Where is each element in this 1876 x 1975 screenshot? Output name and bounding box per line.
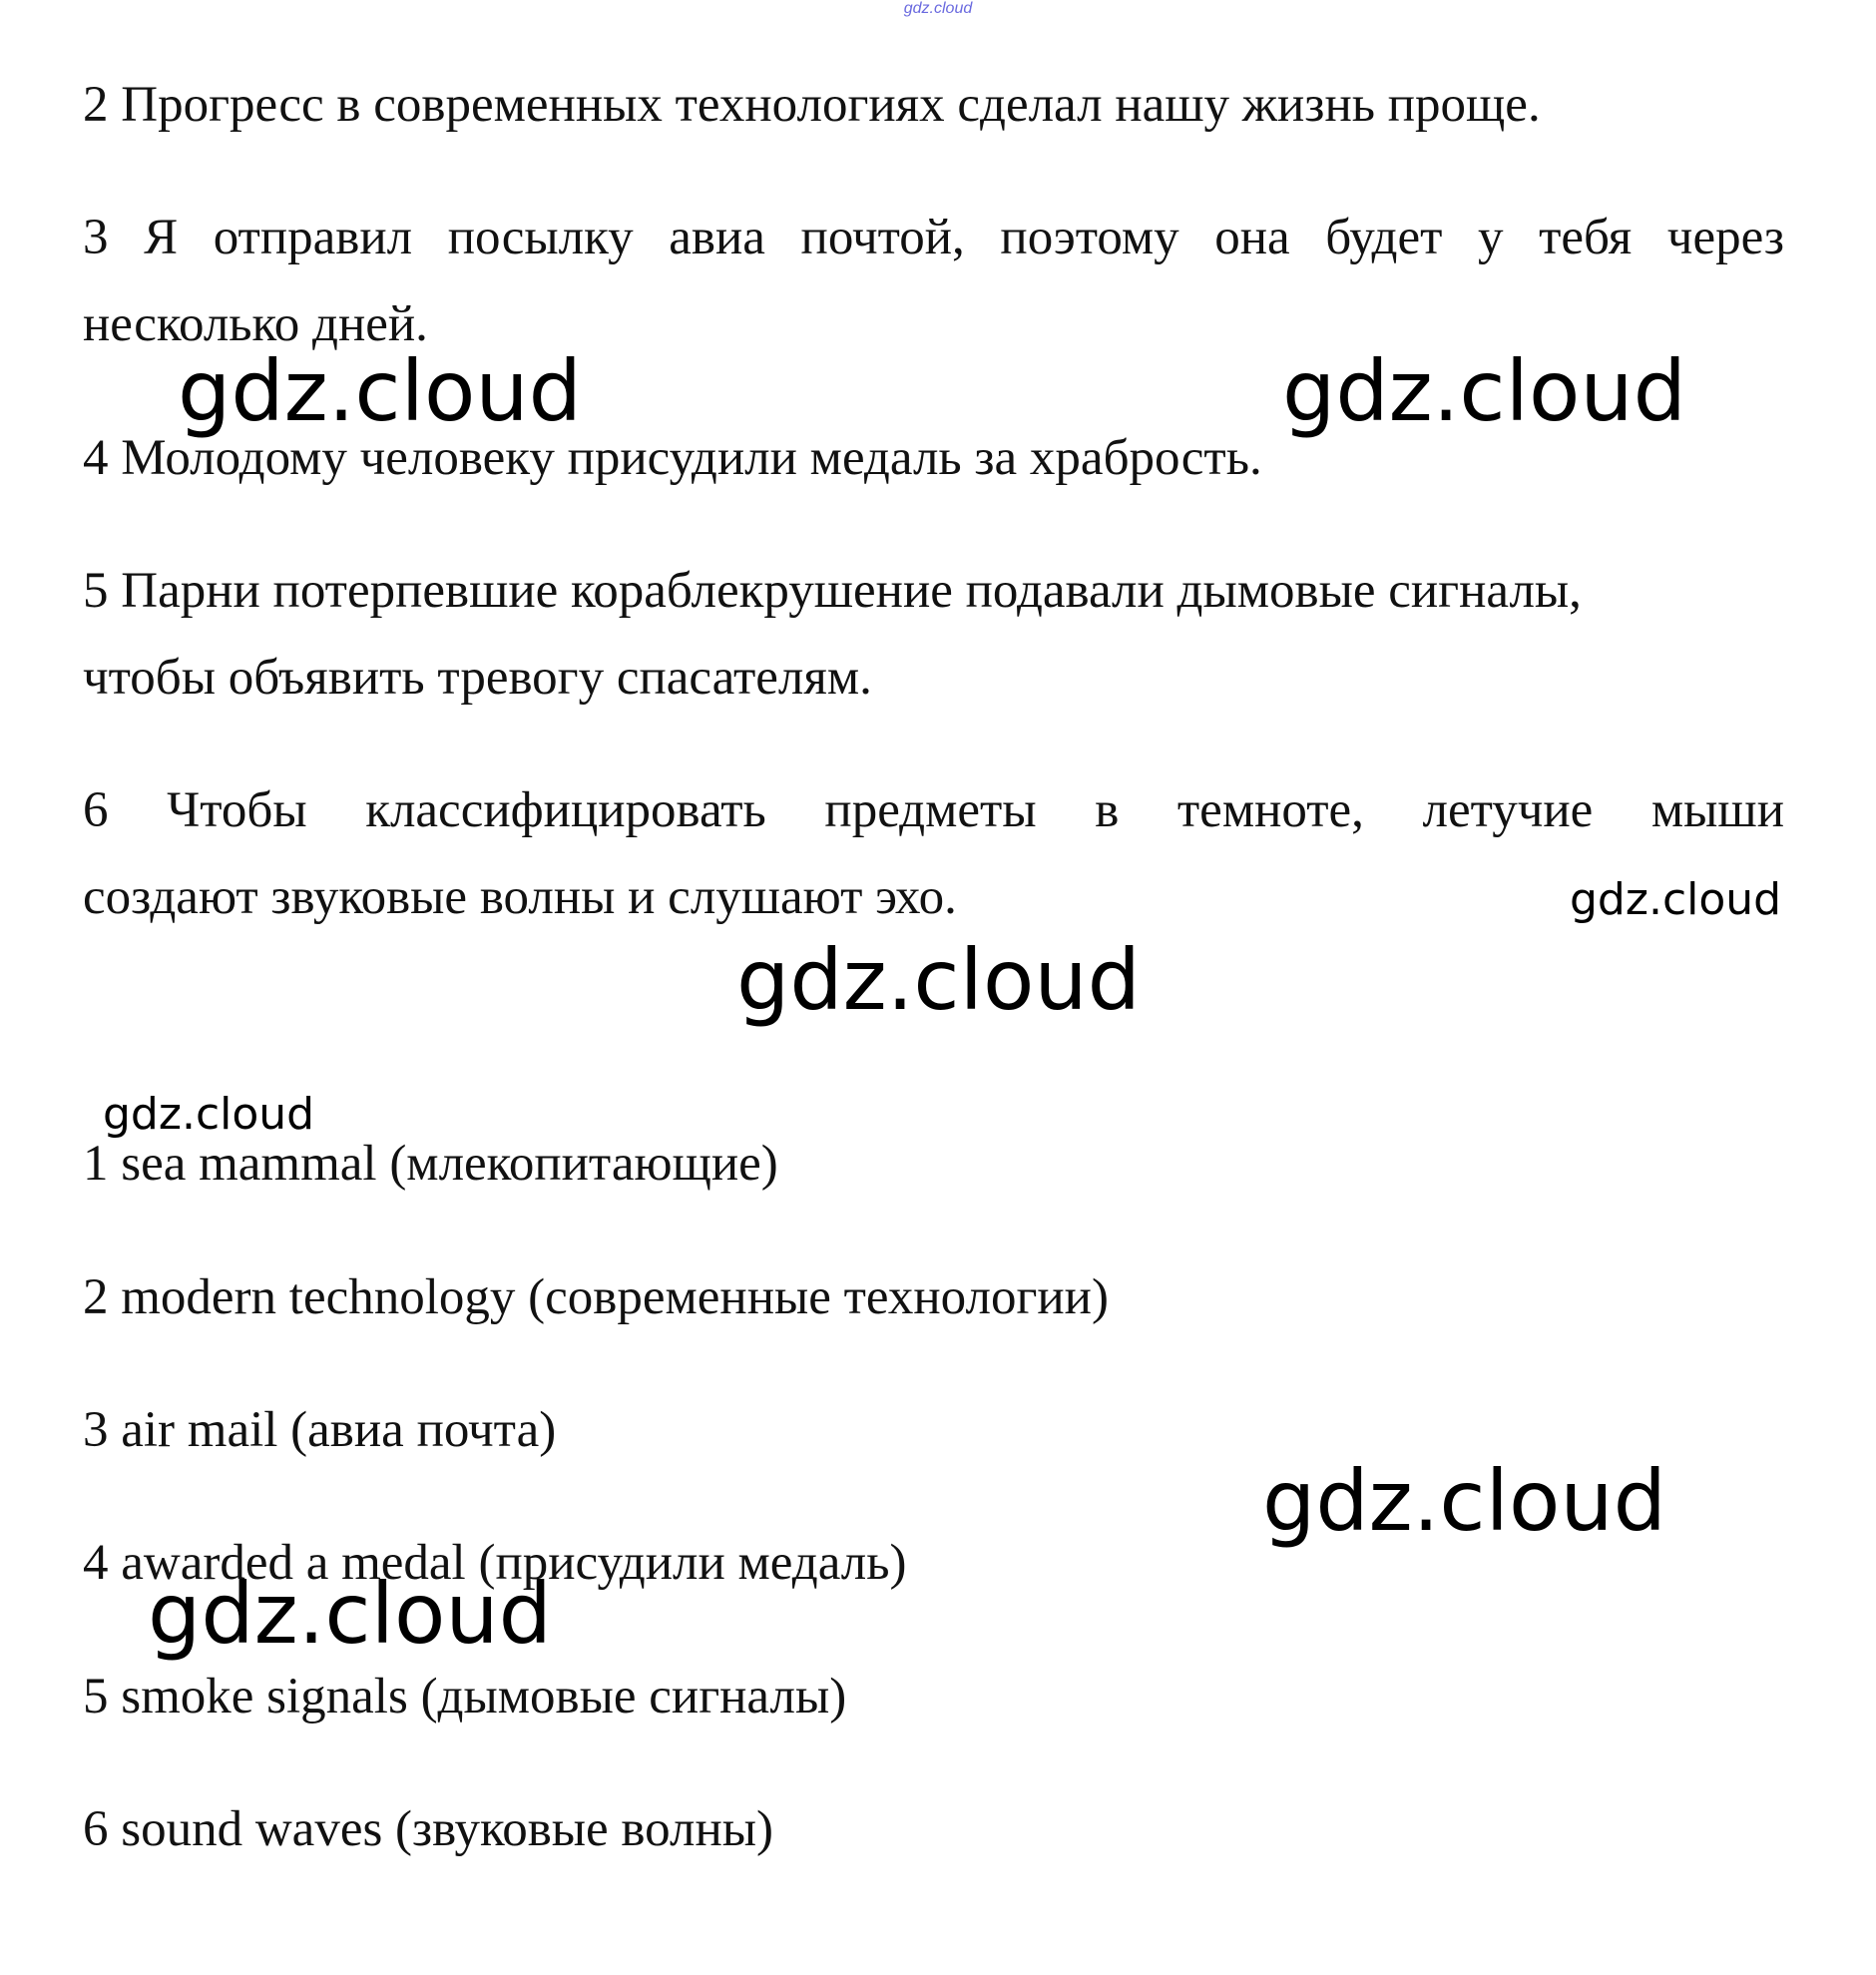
collocation-item: 1 sea mammal (млекопитающие) [83, 1136, 778, 1192]
translation-line: создают звуковые волны и слушают эхо. [83, 869, 957, 925]
translation-line: 5 Парни потерпевшие кораблекрушение подавали дымовые сигналы, [83, 563, 1582, 619]
watermark: gdz.cloud [103, 1089, 315, 1140]
translation-line: 6 Чтобы классифицировать предметы в темноте, летучие мыши [83, 782, 1784, 838]
watermark: gdz.cloud [1262, 1452, 1666, 1550]
collocation-item: 6 sound waves (звуковые волны) [83, 1801, 773, 1857]
translation-line: 3 Я отправил посылку авиа почтой, поэтому она будет у тебя через [83, 210, 1784, 265]
collocation-item: 4 awarded a medal (присудили медаль) [83, 1535, 907, 1591]
watermark: gdz.cloud [1282, 342, 1686, 440]
watermark: gdz.cloud [148, 1565, 552, 1663]
translation-line: несколько дней. [83, 296, 428, 352]
header-watermark: gdz.cloud [903, 0, 973, 17]
translation-line: чтобы объявить тревогу спасателям. [83, 650, 872, 706]
watermark: gdz.cloud [736, 931, 1141, 1029]
collocation-item: 5 smoke signals (дымовые сигналы) [83, 1669, 847, 1725]
watermark: gdz.cloud [1570, 874, 1782, 925]
watermark: gdz.cloud [178, 342, 582, 440]
translation-line: 4 Молодому человеку присудили медаль за храбрость. [83, 430, 1262, 486]
collocation-item: 2 modern technology (современные технологии) [83, 1269, 1109, 1325]
collocation-item: 3 air mail (авиа почта) [83, 1402, 557, 1458]
translation-line: 2 Прогресс в современных технологиях сделал нашу жизнь проще. [83, 77, 1541, 133]
